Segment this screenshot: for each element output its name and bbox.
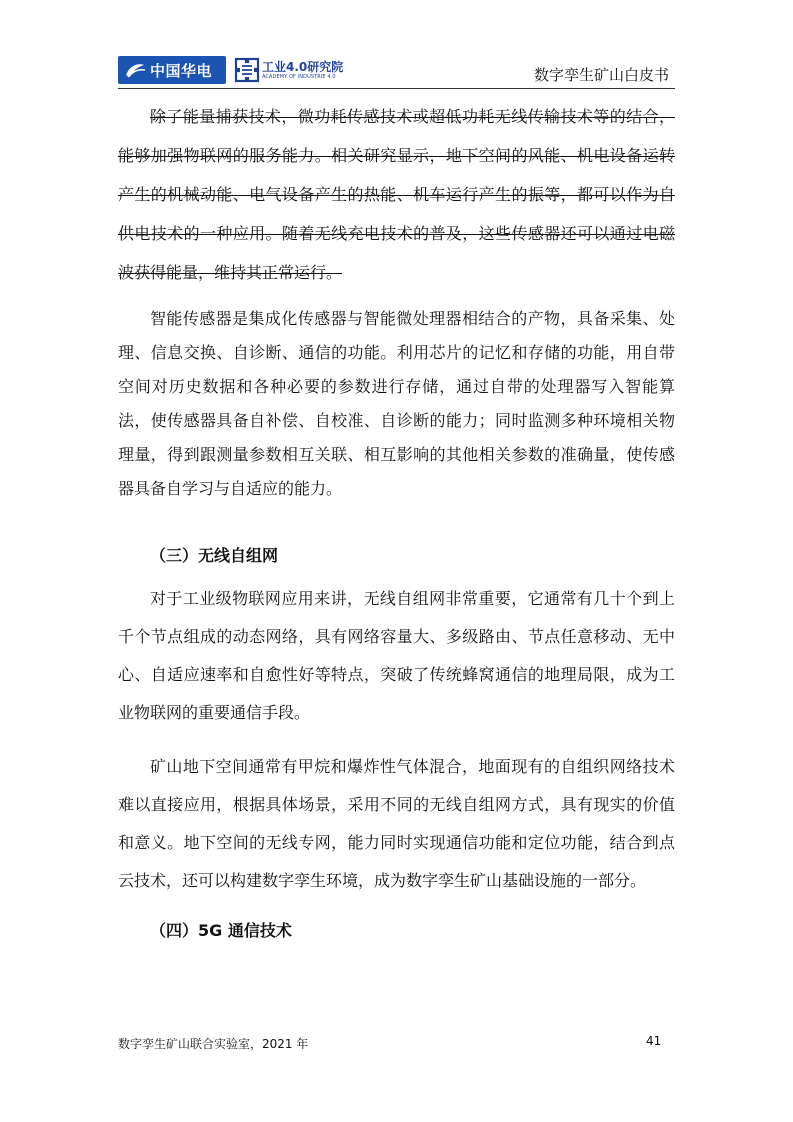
academy-logo-name: 工业4.0研究院 bbox=[262, 60, 344, 74]
academy-logo-subtitle: ACADEMY OF INDUSTRIE 4.0 bbox=[262, 74, 336, 80]
page-number: 41 bbox=[646, 1034, 662, 1048]
paragraph-underground-network: 矿山地下空间通常有甲烷和爆炸性气体混合，地面现有的自组织网络技术难以直接应用，根据具体场景，采用不同的无线自组网方式，具有现实的价值和意义。地下空间的无线专网，能力同时实现通信功能和定位功能，结合到点云技术，还可以构建数字孪生环境，成为数字孪生矿山基础设施的一部分。 bbox=[118, 757, 675, 890]
academy-logo bbox=[234, 54, 344, 86]
huadian-logo-text: 中国华电 bbox=[150, 61, 213, 80]
huadian-logo bbox=[118, 56, 226, 84]
header-divider bbox=[118, 88, 675, 89]
paragraph-smart-sensors: 智能传感器是集成化传感器与智能微处理器相结合的产物，具备采集、处理、信息交换、自诊断、通信的功能。利用芯片的记忆和存储的功能，用自带空间对历史数据和各种必要的参数进行存储，通过自带的处理器写入智能算法，使传感器具备自补偿、自校准、自诊断的能力；同时监测多种环境相关物理量，得到跟测量参数相互关联、相互影响的其他相关参数的准确量，使传感器具备自学习与自适应的能力。 bbox=[118, 309, 675, 498]
paragraph-energy-harvesting: 除了能量捕获技术，微功耗传感技术或超低功耗无线传输技术等的结合，能够加强物联网的服务能力。相关研究显示，地下空间的风能、机电设备运转产生的机械动能、电气设备产生的热能、机车运行产生的振等，都可以作为自供电技术的一种应用。随着无线充电技术的普及，这些传感器还可以通过电磁波获得能量，维持其正常运行。 bbox=[118, 107, 675, 282]
footer-lab-year: 数字孪生矿山联合实验室，2021 年 bbox=[118, 1037, 309, 1051]
huadian-emblem-icon bbox=[124, 61, 146, 79]
section-heading-wireless-adhoc: （三）无线自组网 bbox=[150, 546, 279, 565]
document-title: 数字孪生矿山白皮书 bbox=[533, 66, 669, 84]
page-header bbox=[118, 52, 675, 88]
section-heading-5g: （四）5G 通信技术 bbox=[150, 921, 292, 940]
paragraph-adhoc-network: 对于工业级物联网应用来讲，无线自组网非常重要，它通常有几十个到上千个节点组成的动态网络，具有网络容量大、多级路由、节点任意移动、无中心、自适应速率和自愈性好等特点，突破了传统蜂窝通信的地理局限，成为工业物联网的重要通信手段。 bbox=[118, 589, 675, 722]
academy-emblem-icon bbox=[234, 57, 260, 83]
